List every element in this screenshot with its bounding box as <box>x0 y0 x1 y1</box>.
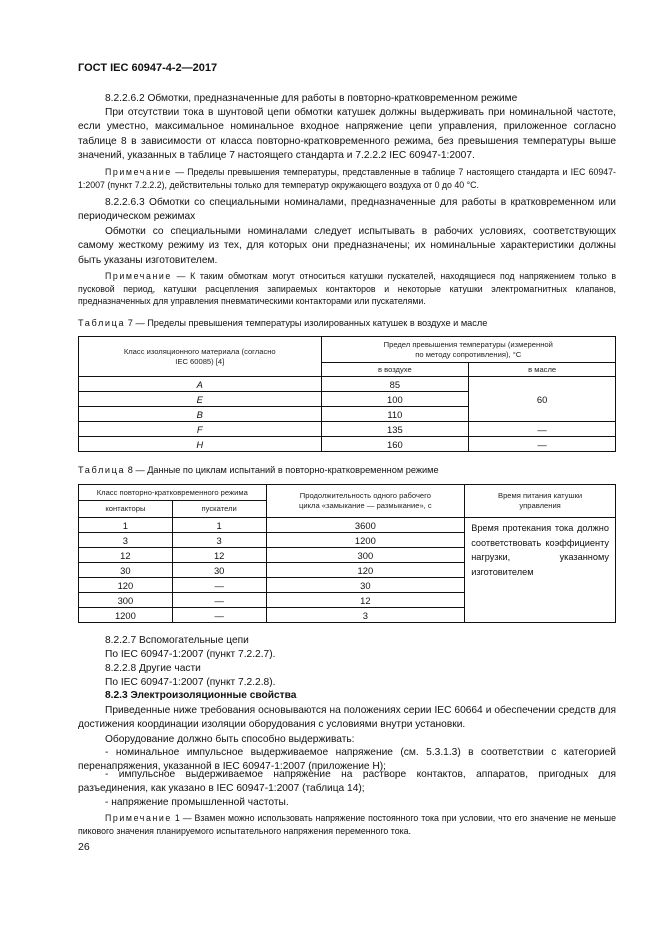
insulation-class: B <box>79 407 322 422</box>
list-item: - импульсное выдерживаемое напряжение на растворе контактов, аппаратов, пригодных для разъединения, как указано в IEC 60947-1:2007 (таблица 14); <box>78 769 616 795</box>
table-8-head-time: Время питания катушки управления <box>465 485 616 518</box>
limit-air: 85 <box>321 377 469 392</box>
note-2 <box>78 270 616 308</box>
table-8-head-class: Класс повторно-кратковременного режима <box>79 485 267 501</box>
limit-oil: — <box>469 437 616 452</box>
starters-class: 1 <box>172 518 266 533</box>
section-8-2-2-7-text: По IEC 60947-1:2007 (пункт 7.2.2.7). <box>105 649 276 660</box>
table-7 <box>78 336 616 452</box>
table-8-head-starters: пускатели <box>172 501 266 518</box>
note-text: — К таким обмоткам могут относиться катушки пускателей, находящиеся под напряжением только в пусковой период, катушки расцепления запираемых контакторов и некоторые катушки электромагнитных клапанов, предназначенных для управления пневматическими контакторами или пускателями. <box>78 271 616 307</box>
cycle-duration: 30 <box>266 578 465 593</box>
limit-air: 160 <box>321 437 469 452</box>
table-row <box>79 518 616 533</box>
note-label: Примечание <box>105 271 172 281</box>
insulation-class: A <box>79 377 322 392</box>
note-text: 1 — Взамен можно использовать напряжение постоянного тока при условии, что его значение не меньше пикового значения планируемого испытательного напряжения переменного тока. <box>78 813 616 836</box>
starters-class: 3 <box>172 533 266 548</box>
contactors-class: 3 <box>79 533 173 548</box>
section-8-2-2-7-title: 8.2.2.7 Вспомогательные цепи <box>105 635 249 646</box>
list-item: - номинальное импульсное выдерживаемое напряжение (см. 5.3.1.3) в соответствии с категорией перенапряжения, указанной в IEC 60947-1:2007 (приложение Н); <box>78 747 616 773</box>
contactors-class: 1 <box>79 518 173 533</box>
note-label: Примечание <box>105 167 172 177</box>
table-8 <box>78 484 616 623</box>
caption-text: 8 — Данные по циклам испытаний в повторно-кратковременном режиме <box>125 465 439 475</box>
caption-text: 7 — Пределы превышения температуры изолированных катушек в воздухе и масле <box>125 318 488 328</box>
note-text: — Пределы превышения температуры, представленные в таблице 7 настоящего стандарта и IEC 60947-1:2007 (пункт 7.2.2.2), действительны только для температур окружающего воздуха от 0 до 40 °С. <box>78 167 616 190</box>
insulation-class: H <box>79 437 322 452</box>
limit-air: 100 <box>321 392 469 407</box>
table-row <box>79 422 616 437</box>
section-8-2-2-6-3-text: Обмотки со специальными номиналами следует испытывать в рабочих условиях, соответствующих самому жесткому режиму из тех, для которых они предназначены; их номинальные характеристики должны быть указаны изготовителем. <box>78 226 616 266</box>
section-8-2-2-8-title: 8.2.2.8 Другие части <box>105 663 201 674</box>
starters-class: 30 <box>172 563 266 578</box>
table-row <box>79 377 616 392</box>
caption-label: Таблица <box>78 318 126 328</box>
starters-class: 12 <box>172 548 266 563</box>
section-8-2-2-8-text: По IEC 60947-1:2007 (пункт 7.2.2.8). <box>105 677 276 688</box>
cycle-duration: 3 <box>266 608 465 623</box>
coil-supply-time: Время протекания тока должно соответствовать коэффициенту нагрузки, указанному изготовителем <box>465 518 616 623</box>
contactors-class: 1200 <box>79 608 173 623</box>
standard-header: ГОСТ IEC 60947-4-2—2017 <box>78 62 218 74</box>
cycle-duration: 3600 <box>266 518 465 533</box>
table-7-head-air: в воздухе <box>321 363 469 377</box>
section-8-2-3-paragraph-2: Оборудование должно быть способно выдерживать: <box>105 734 355 745</box>
starters-class: — <box>172 608 266 623</box>
contactors-class: 120 <box>79 578 173 593</box>
cycle-duration: 12 <box>266 593 465 608</box>
table-row <box>79 437 616 452</box>
section-8-2-2-6-3-title: 8.2.2.6.3 Обмотки со специальными номиналами, предназначенные для работы в кратковременном или периодическом режимах <box>78 197 616 223</box>
limit-oil: 60 <box>469 377 616 422</box>
section-8-2-2-6-2-title: 8.2.2.6.2 Обмотки, предназначенные для работы в повторно-кратковременном режиме <box>105 93 518 104</box>
cycle-duration: 120 <box>266 563 465 578</box>
limit-air: 110 <box>321 407 469 422</box>
contactors-class: 12 <box>79 548 173 563</box>
page-number: 26 <box>78 841 90 853</box>
note-1 <box>78 166 616 191</box>
table-8-head-duration: Продолжительность одного рабочего цикла «замыкание — размыкание», с <box>266 485 465 518</box>
list-item: - напряжение промышленной частоты. <box>105 797 289 808</box>
starters-class: — <box>172 578 266 593</box>
caption-label: Таблица <box>78 465 126 475</box>
table-8-caption <box>78 465 439 475</box>
note-label: Примечание <box>105 813 172 823</box>
section-8-2-3-paragraph-1: Приведенные ниже требования основываются на положениях серии IEC 60664 и обеспечении средств для достижения координации изоляции оборудования с условиями внутри установки. <box>78 705 616 731</box>
table-8-head-contactors: контакторы <box>79 501 173 518</box>
table-7-head-class: Класс изоляционного материала (согласно IEC 60085) [4] <box>79 337 322 377</box>
limit-air: 135 <box>321 422 469 437</box>
limit-oil: — <box>469 422 616 437</box>
contactors-class: 300 <box>79 593 173 608</box>
contactors-class: 30 <box>79 563 173 578</box>
starters-class: — <box>172 593 266 608</box>
table-7-caption <box>78 318 487 328</box>
cycle-duration: 1200 <box>266 533 465 548</box>
cycle-duration: 300 <box>266 548 465 563</box>
note-3 <box>78 812 616 837</box>
table-7-head-limit: Предел превышения температуры (измеренной по методу сопротивления), °С <box>321 337 616 363</box>
section-8-2-3-title: 8.2.3 Электроизоляционные свойства <box>105 690 297 701</box>
table-7-head-oil: в масле <box>469 363 616 377</box>
insulation-class: F <box>79 422 322 437</box>
insulation-class: E <box>79 392 322 407</box>
section-8-2-2-6-2-text: При отсутствии тока в шунтовой цепи обмотки катушек должны выдерживать при номинальной частоте, если уместно, максимальное номинальное входное напряжение цепи управления, приложенное согласно таблице 8 в зависимости от класса повторно-кратковременного режима, без превышения температуры выше значений, указанных в таблице 7 настоящего стандарта и 7.2.2.2 IEC 60947-1:2007. <box>78 107 616 162</box>
